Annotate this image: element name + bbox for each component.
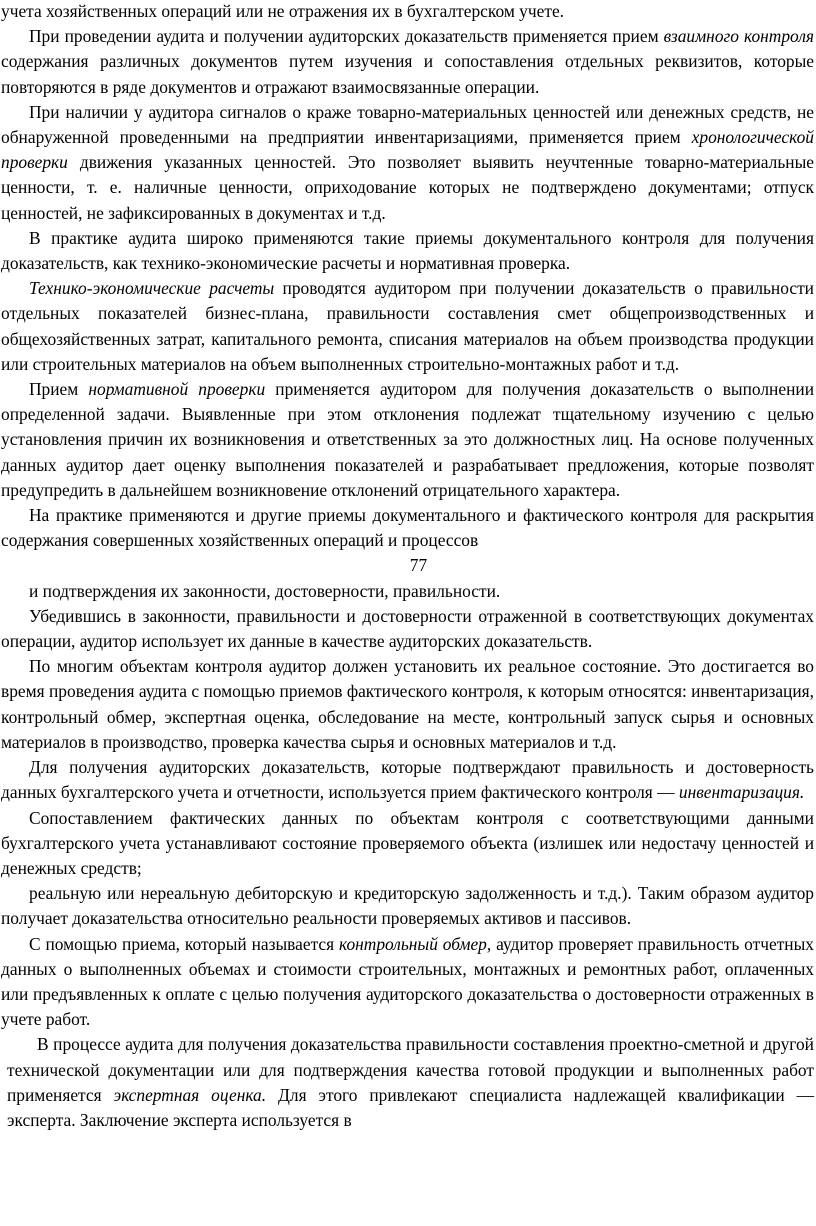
term-control-measurement: контрольный обмер, (339, 933, 492, 954)
paragraph-2: При проведении аудита и получении аудиторских доказательств применяется прием взаимного контроля содержания различных документов путем изучения и сопоставления отдельных реквизитов, которые повторяются в ряде документов и отражают взаимосвязанные операции. (1, 26, 814, 97)
term-expert-assessment: экспертная оценка. (113, 1084, 267, 1105)
paragraph-14: С помощью приема, который называется контрольный обмер, аудитор проверяет правильность отчетных данных о выполненных объемах и стоимости строительных, монтажных и ремонтных работ, оплаченных или предъявленных к оплате с целью получения аудиторского доказательства о достоверности отраженных в учете работ. (1, 933, 814, 1030)
term-inventory: инвентаризация. (678, 782, 805, 803)
paragraph-4: В практике аудита широко применяются такие приемы документального контроля для получения доказательств, как технико-экономические расчеты и нормативная проверка. (1, 227, 814, 274)
paragraph-11: Для получения аудиторских доказательств, которые подтверждают правильность и достоверность данных бухгалтерского учета и отчетности, используется прием фактического контроля — инвентаризация. (1, 757, 814, 803)
paragraph-10: По многим объектам контроля аудитор должен установить их реальное состояние. Это достигается во время проведения аудита с помощью приемов фактического контроля, к которым относятся: инвентаризация, контрольный обмер, экспертная оценка, обследование на месте, контрольный запуск сырья и основных материалов в производство, проверка качества сырья и основных материалов и т.д. (1, 656, 814, 752)
term-mutual-control: взаимного контроля (663, 26, 814, 47)
term-chronological-check: хронологической проверки (1, 127, 814, 173)
paragraph-15: В процессе аудита для получения доказательства правильности составления проектно-сметной и другой технической документации или для подтверждения качества готовой продукции и выполненных работ применяется экспертная оценка. Для этого привлекают специалиста надлежащей квалификации — эксперта. Заключение эксперта используется в (7, 1034, 815, 1130)
paragraph-12: Сопоставлением фактических данных по объектам контроля с соответствующими данными бухгалтерского учета устанавливают состояние проверяемого объекта (излишек или недостачу ценностей и денежных средств; (1, 807, 814, 878)
paragraph-13: реальную или нереальную дебиторскую и кредиторскую задолженность и т.д.). Таким образом аудитор получает доказательства относительно реальности проверяемых активов и пассивов. (1, 883, 814, 929)
paragraph-5: Технико-экономические расчеты проводятся аудитором при получении доказательств о правильности отдельных показателей бизнес-плана, правильности составления смет общепроизводственных и общехозяйственных затрат, капитального ремонта, списания материалов на объем производства продукции или строительных материалов на объем выполненных строительно-монтажных работ и т.д. (1, 278, 814, 374)
paragraph-7: На практике применяются и другие приемы документального и фактического контроля для раскрытия содержания совершенных хозяйственных операций и процессов (1, 505, 814, 551)
paragraph-9: Убедившись в законности, правильности и достоверности отраженной в соответствующих документах операции, аудитор использует их данные в качестве аудиторских доказательств. (1, 605, 814, 652)
term-normative-check: нормативной проверки (88, 379, 266, 400)
paragraph-8: и подтверждения их законности, достоверности, правильности. (29, 580, 501, 601)
page-number: 77 (409, 555, 428, 576)
term-technical-economic-calculations: Технико-экономические расчеты (29, 278, 275, 299)
paragraph-3: При наличии у аудитора сигналов о краже товарно-материальных ценностей или денежных средств, не обнаруженной проведенными на предприятии инвентаризациями, применяется прием хронологической проверки движения указанных ценностей. Это позволяет выявить неучтенные товарно-материальные ценности, т. е. наличные ценности, оприходование которых не подтверждено документами; отпуск ценностей, не зафиксированных в документах и т.д. (1, 101, 814, 223)
paragraph-1: учета хозяйственных операций или не отражения их в бухгалтерском учете. (1, 1, 565, 21)
paragraph-6: Прием нормативной проверки применяется аудитором для получения доказательств о выполнении определенной задачи. Выявленные при этом отклонения подлежат тщательному изучению с целью установления причин их возникновения и ответственных за это должностных лиц. На основе полученных данных аудитор дает оценку выполнения показателей и разрабатывает предложения, которые позволят предупредить в дальнейшем возникновение отклонений отрицательного характера. (1, 379, 815, 500)
